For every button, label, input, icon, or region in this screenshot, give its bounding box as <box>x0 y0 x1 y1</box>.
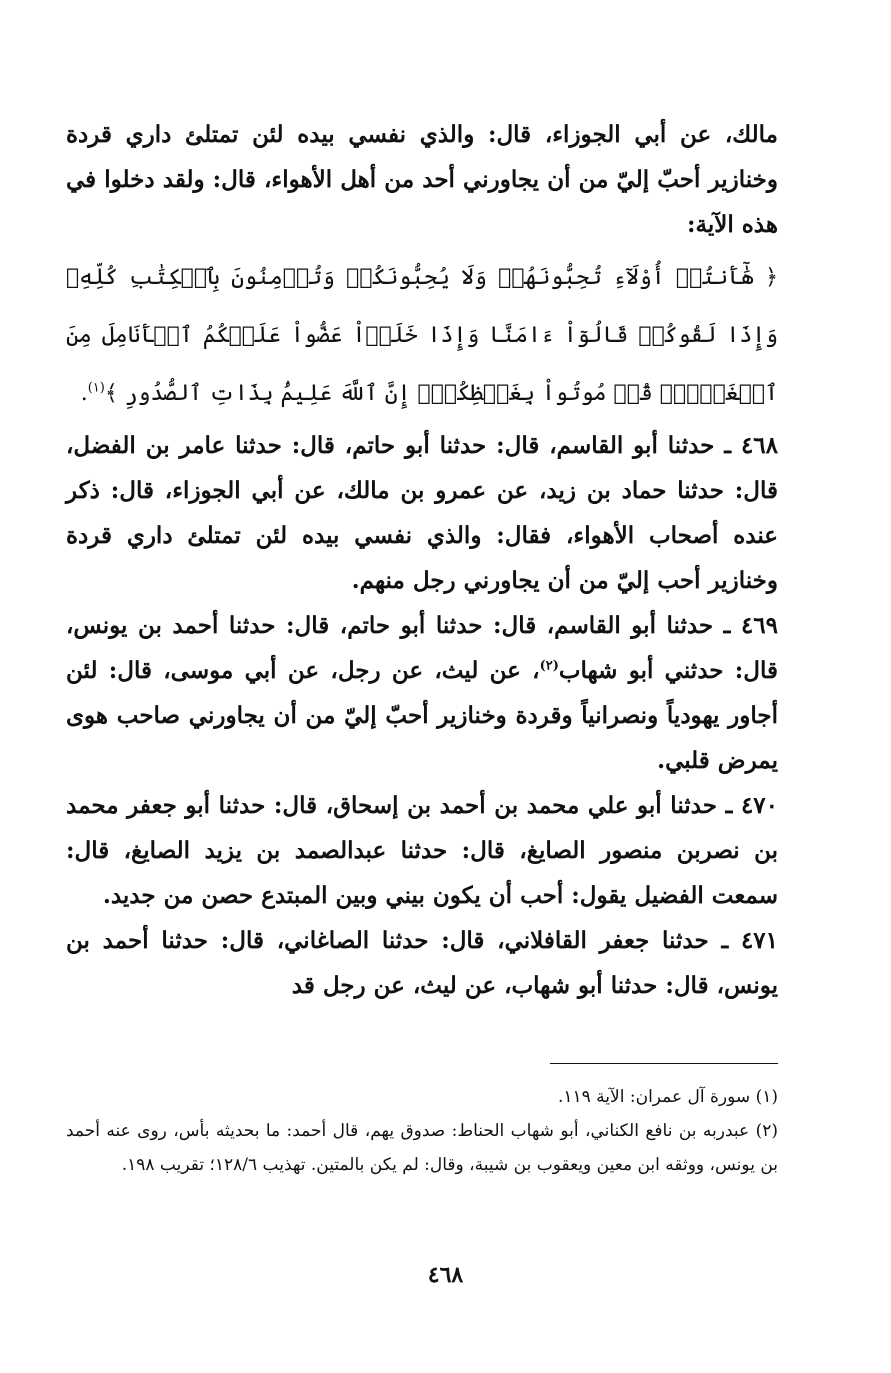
hadith-number: ٤٧١ ـ <box>721 927 778 954</box>
quran-verse <box>66 247 778 423</box>
hadith-text-cont: ، عن ليث، عن رجل، عن أبي موسى، قال: لئن أجاور يهودياً ونصرانياً وقردة وخنازير أحبّ إليّ من أن يجاورني صاحب هوى يمرض قلبي. <box>66 657 778 774</box>
hadith-text: حدثنا أبو علي محمد بن أحمد بن إسحاق، قال: حدثنا أبو جعفر محمد بن نصربن منصور الصايغ، قال: حدثنا عبدالصمد بن يزيد الصايغ، قال: سمعت الفضيل يقول: أحب أن يكون بيني وبين المبتدع حصن من جديد. <box>66 792 778 909</box>
hadith-470 <box>66 783 778 918</box>
hadith-text: حدثنا جعفر القافلاني، قال: حدثنا الصاغاني، قال: حدثنا أحمد بن يونس، قال: حدثنا أبو شهاب، عن ليث، عن رجل قد <box>66 927 778 999</box>
footnote-ref-2: (٢) <box>539 658 559 674</box>
hadith-text: حدثنا أبو القاسم، قال: حدثنا أبو حاتم، قال: حدثنا عامر بن الفضل، قال: حدثنا حماد بن زيد، عن عمرو بن مالك، عن أبي الجوزاء، قال: ذكر عنده أصحاب الأهواء، فقال: والذي نفسي بيده لئن تمتلئ داري قردة وخنازير أحب إليّ من أن يجاورني رجل منهم. <box>66 432 778 594</box>
main-text <box>66 112 778 1008</box>
intro-text: مالك، عن أبي الجوزاء، قال: والذي نفسي بيده لئن تمتلئ داري قردة وخنازير أحبّ إليّ من أن يجاورني أحد من أهل الأهواء، قال: ولقد دخلوا في هذه الآية: <box>66 121 778 238</box>
intro-paragraph <box>66 112 778 247</box>
footnote-text: سورة آل عمران: الآية ١١٩. <box>557 1087 751 1107</box>
hadith-number: ٤٦٨ ـ <box>724 432 778 459</box>
verse-text: ﴿ هَٰٓأَنتُمۡ أُوْلَآءِ تُحِبُّونَهُمۡ وَلَا يُحِبُّونَكُمۡ وَتُؤۡمِنُونَ بِٱلۡكِتَٰبِ كُلِّهِۦ وَإِذَا لَقُوكُمۡ قَالُوٓاْ ءَامَنَّا وَإِذَا خَلَوۡاْ عَضُّواْ عَلَيۡكُمُ ٱلۡأَنَامِلَ مِنَ ٱلۡغَيۡظِۚ قُلۡ مُوتُواْ بِغَيۡظِكُمۡۗ إِنَّ ٱللَّهَ عَلِيمُۢ بِذَاتِ ٱلصُّدُورِ ﴾ <box>66 265 778 406</box>
hadith-469 <box>66 603 778 783</box>
verse-end: . <box>80 381 88 406</box>
hadith-text: حدثنا أبو القاسم، قال: حدثنا أبو حاتم، قال: حدثنا أحمد بن يونس، قال: حدثني أبو شهاب <box>66 612 778 684</box>
footnotes <box>66 1080 778 1182</box>
footnote-marker: (٢) <box>755 1121 778 1141</box>
page-number: ٤٦٨ <box>427 1262 464 1288</box>
footnote-2 <box>66 1114 778 1182</box>
footnote-text: عبدربه بن نافع الكناني، أبو شهاب الحناط: صدوق يهم، قال أحمد: ما بحديثه بأس، روى عنه أحمد بن يونس، ووثقه ابن معين ويعقوب بن شيبة، وقال: لم يكن بالمتين. تهذيب ١٢٨/٦؛ تقريب ١٩٨. <box>66 1121 778 1175</box>
footnote-1 <box>66 1080 778 1114</box>
hadith-number: ٤٧٠ ـ <box>725 792 778 819</box>
hadith-number: ٤٦٩ ـ <box>723 612 778 639</box>
hadith-468 <box>66 423 778 603</box>
footnote-marker: (١) <box>755 1087 778 1107</box>
hadith-471 <box>66 918 778 1008</box>
footnote-separator <box>550 1063 778 1064</box>
footnote-ref-1: (١) <box>87 380 105 396</box>
